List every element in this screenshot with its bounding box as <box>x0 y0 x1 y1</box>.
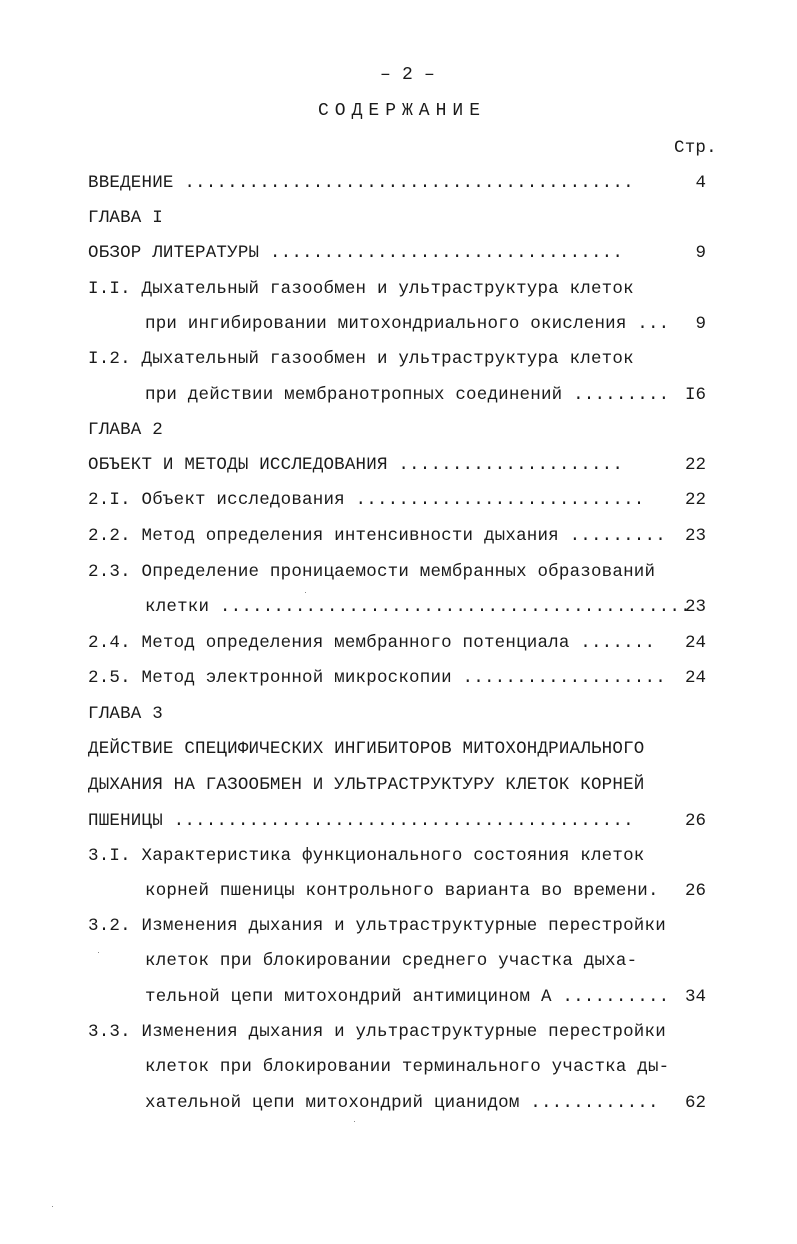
scan-speck <box>305 592 306 593</box>
scan-speck <box>98 952 99 953</box>
page-column-label: Стр. <box>674 138 717 158</box>
page-number: – 2 – <box>380 65 436 85</box>
scan-speck <box>354 1121 355 1122</box>
page-title: СОДЕРЖАНИЕ <box>318 101 487 121</box>
scan-speck <box>52 1206 53 1207</box>
